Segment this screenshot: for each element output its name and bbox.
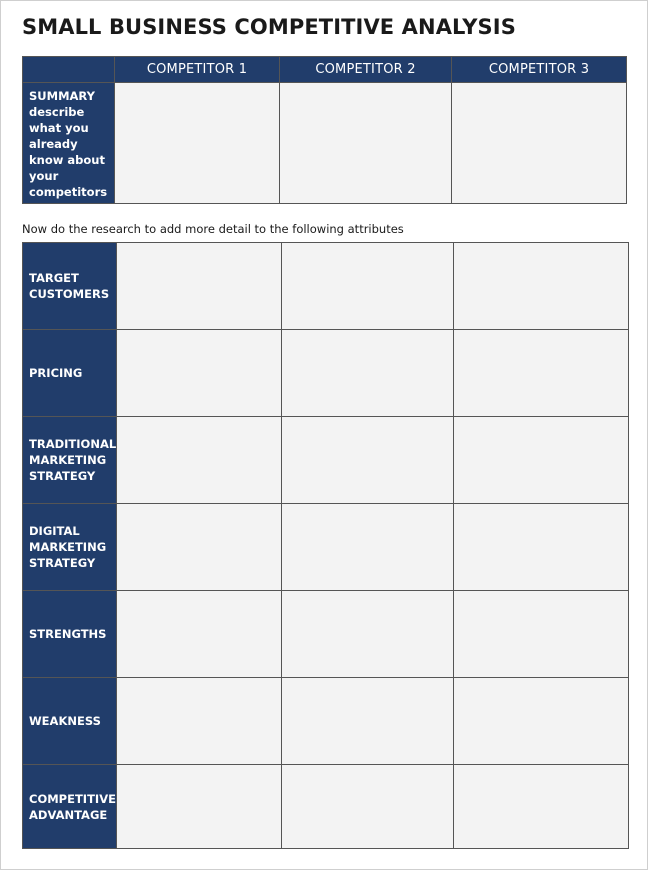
digital-marketing-cell-competitor-2[interactable] (282, 504, 454, 591)
row-label-weakness: WEAKNESS (23, 678, 117, 765)
row-label-traditional-marketing-strategy: TRADITIONAL MARKETING STRATEGY (23, 417, 117, 504)
row-label-digital-marketing-strategy: DIGITAL MARKETING STRATEGY (23, 504, 117, 591)
pricing-cell-competitor-2[interactable] (282, 330, 454, 417)
weakness-cell-competitor-2[interactable] (282, 678, 454, 765)
traditional-marketing-cell-competitor-2[interactable] (282, 417, 454, 504)
instruction-text: Now do the research to add more detail to the following attributes (22, 222, 404, 236)
column-header-competitor-1: COMPETITOR 1 (115, 57, 280, 83)
competitive-advantage-cell-competitor-3[interactable] (454, 765, 629, 849)
summary-cell-competitor-3[interactable] (452, 83, 627, 204)
digital-marketing-cell-competitor-3[interactable] (454, 504, 629, 591)
strengths-cell-competitor-1[interactable] (117, 591, 282, 678)
summary-table (22, 56, 627, 204)
weakness-cell-competitor-1[interactable] (117, 678, 282, 765)
digital-marketing-cell-competitor-1[interactable] (117, 504, 282, 591)
summary-cell-competitor-2[interactable] (280, 83, 452, 204)
traditional-marketing-cell-competitor-1[interactable] (117, 417, 282, 504)
competitive-advantage-cell-competitor-1[interactable] (117, 765, 282, 849)
pricing-cell-competitor-1[interactable] (117, 330, 282, 417)
target-customers-cell-competitor-1[interactable] (117, 243, 282, 330)
strengths-cell-competitor-3[interactable] (454, 591, 629, 678)
pricing-cell-competitor-3[interactable] (454, 330, 629, 417)
column-header-competitor-2: COMPETITOR 2 (280, 57, 452, 83)
header-corner-cell (23, 57, 115, 83)
attributes-table (22, 242, 629, 849)
summary-cell-competitor-1[interactable] (115, 83, 280, 204)
traditional-marketing-cell-competitor-3[interactable] (454, 417, 629, 504)
weakness-cell-competitor-3[interactable] (454, 678, 629, 765)
page-title: SMALL BUSINESS COMPETITIVE ANALYSIS (22, 15, 516, 39)
row-label-competitive-advantage: COMPETITIVE ADVANTAGE (23, 765, 117, 849)
row-label-pricing: PRICING (23, 330, 117, 417)
column-header-competitor-3: COMPETITOR 3 (452, 57, 627, 83)
summary-heading: SUMMARY (29, 89, 95, 103)
strengths-cell-competitor-2[interactable] (282, 591, 454, 678)
row-label-target-customers: TARGET CUSTOMERS (23, 243, 117, 330)
target-customers-cell-competitor-3[interactable] (454, 243, 629, 330)
row-label-strengths: STRENGTHS (23, 591, 117, 678)
row-label-summary (23, 83, 115, 204)
summary-description: describe what you already know about your competitors (29, 105, 108, 199)
competitive-advantage-cell-competitor-2[interactable] (282, 765, 454, 849)
target-customers-cell-competitor-2[interactable] (282, 243, 454, 330)
